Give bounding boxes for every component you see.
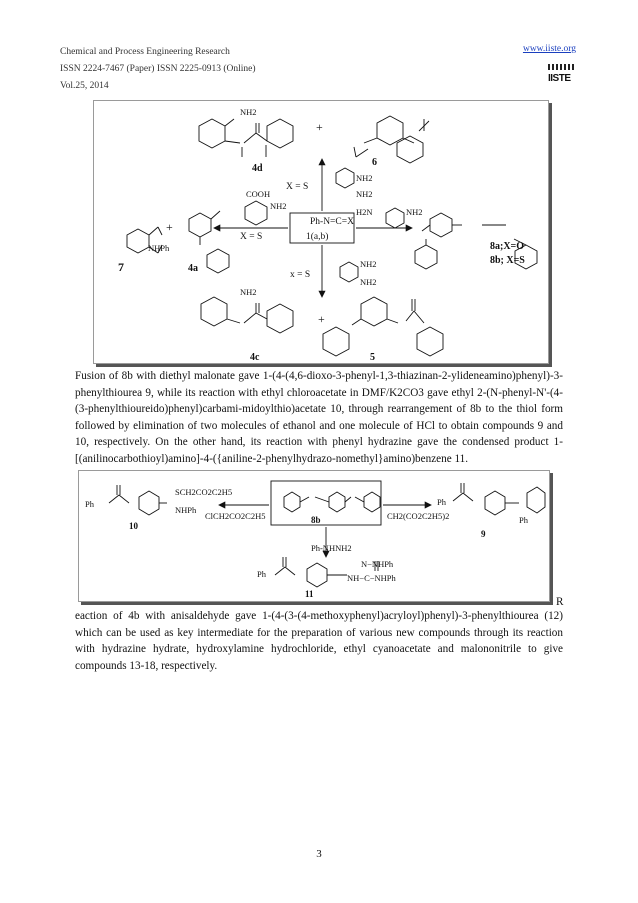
ring-8-center <box>430 213 452 237</box>
ring-6-a <box>377 116 403 145</box>
label-7: 7 <box>118 260 124 274</box>
reagent-left: ClCH2CO2C2H5 <box>205 511 266 521</box>
center-reagent-sub: 1(a,b) <box>306 232 329 242</box>
ring-opd <box>336 168 354 188</box>
ring-4a-b <box>207 249 229 273</box>
label-4c: 4c <box>250 352 260 363</box>
issn-line: ISSN 2224-7467 (Paper) ISSN 2225-0913 (Online) <box>60 64 256 74</box>
label-11: 11 <box>305 589 314 599</box>
ph-9-ring: Ph <box>519 515 528 525</box>
nh2-pyr-2: NH2 <box>360 277 377 287</box>
ring-4c-b <box>267 304 293 333</box>
paragraph-2: eaction of 4b with anisaldehyde gave 1-(4-(3-(4-methoxyphenyl)acryloyl)phenyl)-3-phenylthiourea (12) which can be used as key intermediate for the preparation of various new compounds through its reaction with hydrazine hydrate, hydroxylamine hydrochloride, ethyl cyanoacetate and malononitrile to give compounds 13-18, respectively. <box>75 610 563 672</box>
label-8a: 8a;X=O <box>490 241 525 252</box>
cond-top: X = S <box>286 182 309 192</box>
paragraph-1: Fusion of 8b with diethyl malonate gave 1-(4-(4,6-dioxo-3-phenyl-1,3-thiazinan-2-ylideneamino)phenyl)-3-phenylthiourea 9, while its reaction with ethyl chloroacetate in DMF/K2CO3 gave ethyl 2-(N-phenyl-N'-(4-(3-phenylthioureido)phenyl)carbami-midoylthio)acetate 10, through rearrangement of 8b to the thiol form followed by elimination of two molecules of ethanol and one molecule of HCl to obtain compounds 9 and 10, respectively. On the other hand, its reaction with phenyl hydrazine gave the condensed product 1-[(anilinocarbothioyl)amino]-4-({aniline-2-phenylhydrazo-nomethyl}amino)benzene 11. <box>75 370 563 465</box>
iiste-logo <box>548 64 574 86</box>
ring-5-b <box>323 327 349 356</box>
ring-8b-a <box>284 492 300 512</box>
diamine-left: H2N <box>356 207 373 217</box>
ph-10: Ph <box>85 499 94 509</box>
ring-4c-a <box>201 297 227 326</box>
journal-name: Chemical and Process Engineering Research <box>60 47 230 57</box>
ring-4d-a <box>199 119 225 148</box>
ring-8-left <box>415 245 437 269</box>
ring-4a-a <box>189 213 211 237</box>
nh2-4d: NH2 <box>240 107 257 117</box>
plus-bottom: + <box>318 312 325 326</box>
logo-stripes <box>548 64 574 70</box>
nh2-opd-2: NH2 <box>356 189 373 199</box>
n-nhph-11: N−NHPh <box>361 559 394 569</box>
nhph-10: NHPh <box>175 505 197 515</box>
svg-text:IISTE: IISTE <box>548 73 571 83</box>
ring-8b-c <box>364 492 380 512</box>
ring-10 <box>139 491 159 515</box>
label-5: 5 <box>370 352 375 363</box>
ring-8b-b <box>329 492 345 512</box>
nh-c-nhph-11: NH−C−NHPh <box>347 573 396 583</box>
label-10: 10 <box>129 521 138 531</box>
scheme-1-frame <box>93 100 549 364</box>
scheme-1 <box>94 101 548 363</box>
label-4a: 4a <box>188 263 198 274</box>
ring-9-thiazinane <box>527 487 545 513</box>
center-reagent-text: Ph-N=C=X <box>310 217 354 227</box>
ring-5-a <box>361 297 387 326</box>
running-header <box>60 44 256 95</box>
reagent-down: Ph-NHNH2 <box>311 543 352 553</box>
website-link[interactable]: www.iiste.org <box>522 44 576 54</box>
box-8b <box>271 481 381 525</box>
ring-9-phenyl <box>485 491 505 515</box>
plus-left: + <box>166 220 173 234</box>
plus-top: + <box>316 120 323 134</box>
cond-bottom: x = S <box>290 270 311 280</box>
scheme-2 <box>79 471 549 601</box>
trailing-letter: R <box>556 596 564 608</box>
ring-4d-b <box>267 119 293 148</box>
nhph-7: NHPh <box>148 243 170 253</box>
label-9: 9 <box>481 529 486 539</box>
ph-9: Ph <box>437 497 446 507</box>
ph-11: Ph <box>257 569 266 579</box>
reagent-right: CH2(CO2C2H5)2 <box>387 511 450 521</box>
cond-left: X = S <box>240 232 263 242</box>
ring-anthranilic <box>245 201 267 225</box>
nh2-4c: NH2 <box>240 287 257 297</box>
logo-text <box>548 71 574 86</box>
ring-5-c <box>417 327 443 356</box>
cooh-label: COOH <box>246 189 271 199</box>
label-8b-box: 8b <box>311 515 321 525</box>
ring-11 <box>307 563 327 587</box>
volume-line: Vol.25, 2014 <box>60 81 109 91</box>
page-number: 3 <box>316 848 322 860</box>
label-4d: 4d <box>252 163 263 174</box>
ring-7 <box>127 229 149 253</box>
ring-pyridine-diamine <box>340 262 358 282</box>
nh2-anthranilic: NH2 <box>270 201 287 211</box>
scheme-2-frame <box>78 470 550 602</box>
sch2-10: SCH2CO2C2H5 <box>175 487 233 497</box>
label-6: 6 <box>372 157 377 168</box>
ring-diamine <box>386 208 404 228</box>
diamine-right: NH2 <box>406 207 423 217</box>
nh2-pyr-1: NH2 <box>360 259 377 269</box>
label-8b: 8b; X=S <box>490 255 525 266</box>
nh2-opd-1: NH2 <box>356 173 373 183</box>
